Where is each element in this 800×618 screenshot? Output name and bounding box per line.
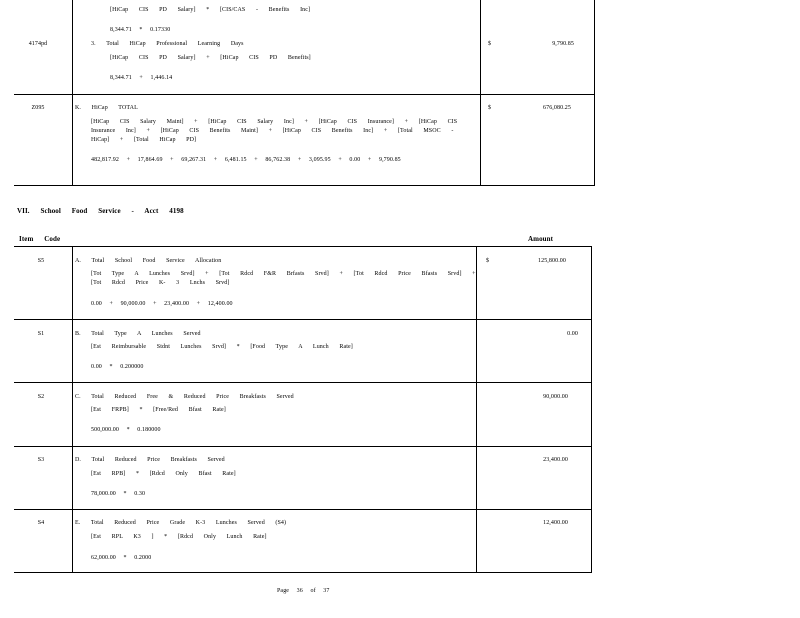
item-title: 3. Total HiCap Professional Learning Days [91,41,244,47]
formula-line: [HiCap CIS Salary Maint] + [HiCap CIS Salary Inc] + [HiCap CIS Insurance] + [HiCap CIS [91,119,458,125]
item-title: B. Total Type A Lunches Served [75,331,201,337]
item-amount: 0.00 [567,331,578,337]
calc-line: 500,000.00 * 0.180000 [91,427,161,433]
formula-line: [HiCap CIS PD Salary] + [HiCap CIS PD Benefits] [110,55,311,61]
item-title: A. Total School Food Service Allocation [75,258,222,264]
calc-line: 8,344.71 + 1,446.14 [110,75,173,81]
item-amount: 12,400.00 [543,520,568,526]
item-title: K. HiCap TOTAL [75,105,138,111]
item-amount: 9,790.85 [552,41,574,47]
food-table-row-divider [14,509,592,510]
dollar-sign: $ [488,105,492,111]
calc-line: 8,344.71 * 0.17330 [110,27,171,33]
dollar-sign: $ [486,258,490,264]
calc-line: 0.00 * 0.200000 [91,364,144,370]
formula-line: [Est FRPB] * [Free/Red Bfast Rate] [91,407,226,413]
item-code: S2 [37,394,45,400]
formula-line: Insurance Inc] + [HiCap CIS Benefits Maint] + [HiCap CIS Benefits Inc] + [Total MSOC - [91,128,454,134]
formula-line: [Est RPB] * [Rdcd Only Bfast Rate] [91,471,236,477]
item-code: S1 [37,331,45,337]
column-header-item-code: Item Code [19,235,61,243]
item-title: D. Total Reduced Price Breakfasts Served [75,457,225,463]
calc-line: 482,817.92 + 17,864.69 + 69,267.31 + 6,481.15 + 86,762.38 + 3,095.95 + 0.00 + 9,790.85 [91,157,401,163]
item-amount: 90,000.00 [543,394,568,400]
food-table-bottom-border [14,572,592,573]
top-table-right-border [594,0,595,186]
top-table-bottom-border [14,185,595,186]
item-code: S5 [37,258,45,264]
dollar-sign: $ [488,41,492,47]
food-table-col-divider-1 [72,246,73,573]
top-table-col-divider-1 [72,0,73,186]
item-code: Z095 [31,105,45,111]
item-code: S3 [37,457,45,463]
food-table-row-divider [14,446,592,447]
item-amount: 23,400.00 [543,457,568,463]
top-table-row-divider [14,94,595,95]
item-amount: 125,800.00 [538,258,566,264]
calc-line: 78,000.00 * 0.30 [91,491,146,497]
calc-line: 0.00 + 90,000.00 + 23,400.00 + 12,400.00 [91,301,233,307]
food-table-right-border [591,246,592,573]
formula-line: [HiCap CIS PD Salary] * [CIS/CAS - Benefits Inc] [110,7,311,13]
column-header-amount: Amount [528,235,554,243]
formula-line: [Tot Type A Lunches Srvd] + [Tot Rdcd F&R Brfasts Srvd] + [Tot Rdcd Price Bfasts Srvd] + [91,271,476,277]
formula-line: [Est Reimbursable Stdnt Lunches Srvd] * [Food Type A Lunch Rate] [91,344,353,350]
calc-line: 62,000.00 * 0.2000 [91,555,152,561]
section-title: VII. School Food Service - Acct 4198 [17,207,184,215]
top-table-col-divider-2 [480,0,481,186]
food-table-row-divider [14,382,592,383]
formula-line: [Tot Rdcd Price K- 3 Lnchs Srvd] [91,280,230,286]
item-code: 4174pd [28,41,48,47]
food-table-row-divider [14,319,592,320]
formula-line: [Est RPL K3 ] * [Rdcd Only Lunch Rate] [91,534,267,540]
item-code: S4 [37,520,45,526]
food-table-top-border [14,246,592,247]
item-title: C. Total Reduced Free & Reduced Price Breakfasts Served [75,394,294,400]
page-number: Page 36 of 37 [277,588,330,594]
item-amount: 676,080.25 [543,105,571,111]
formula-line: HiCap] + [Total HiCap PD] [91,137,197,143]
item-title: E. Total Reduced Price Grade K-3 Lunches Served (S4) [75,520,287,526]
